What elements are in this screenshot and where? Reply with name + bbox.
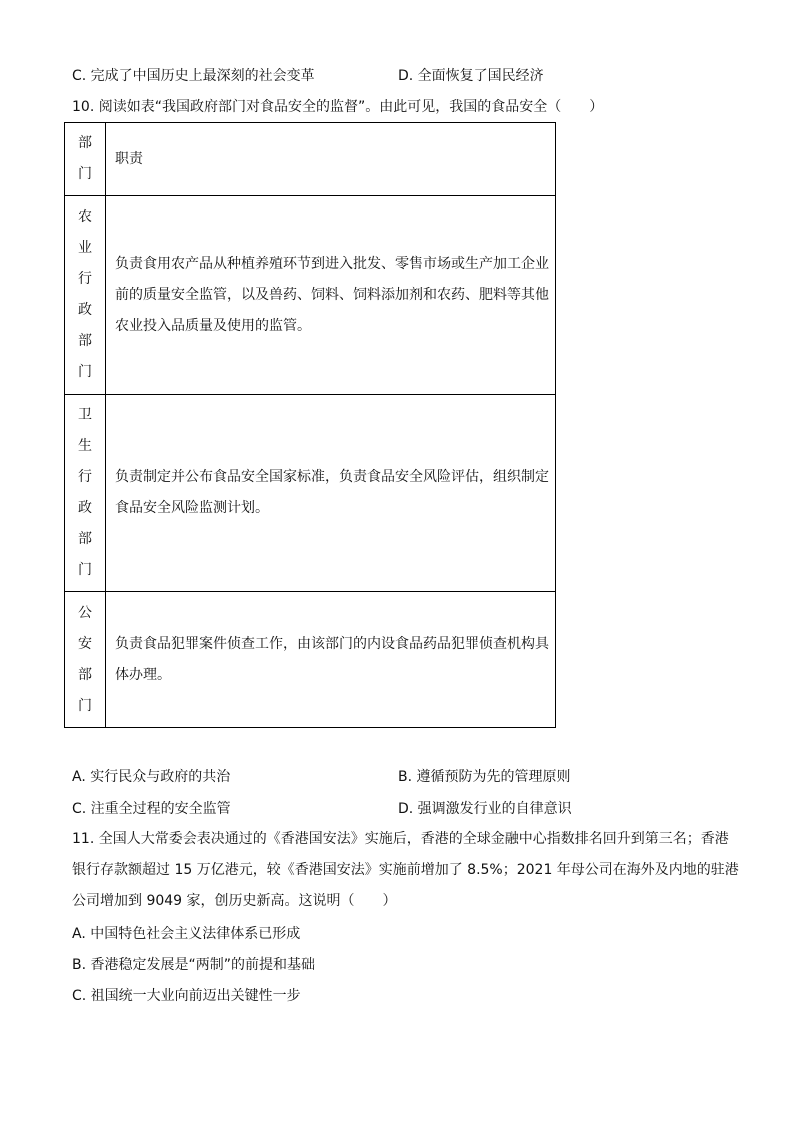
- q11-stem-line: 公司增加到 9049 家，创历史新高。这说明（ ）: [72, 893, 397, 909]
- duty-text: 负责食用农产品从种植养殖环节到进入批发、零售市场或生产加工企业前的质量安全监管，以及兽药、饲料、饲料添加剂和农药、肥料等其他农业投入品质量及使用的监管。: [115, 255, 549, 334]
- dept-char: 部: [78, 333, 92, 349]
- row-dept-cell: [65, 196, 106, 395]
- q10-option-d: D. 强调激发行业的自律意识: [398, 801, 572, 817]
- header-duty-label: 职责: [115, 150, 143, 167]
- dept-char: 生: [78, 438, 92, 454]
- header-duty-cell: [106, 123, 556, 196]
- q9-option-d: D. 全面恢复了国民经济: [398, 68, 544, 84]
- header-dept-char: 部: [78, 135, 92, 151]
- duty-text: 负责制定并公布食品安全国家标准，负责食品安全风险评估，组织制定食品安全风险监测计划。: [115, 469, 549, 516]
- table-row: [65, 196, 556, 395]
- header-dept-cell: [65, 123, 106, 196]
- row-dept-cell: [65, 592, 106, 728]
- row-dept-cell: [65, 395, 106, 592]
- table-header-row: [65, 123, 556, 196]
- dept-char: 政: [78, 500, 92, 516]
- q10-stem: 10. 阅读如表“我国政府部门对食品安全的监督”。由此可见，我国的食品安全（ ）: [72, 99, 604, 115]
- dept-char: 行: [78, 469, 92, 485]
- dept-char: 政: [78, 302, 92, 318]
- food-safety-table: [64, 122, 556, 728]
- dept-char: 部: [78, 666, 92, 683]
- q11-stem-line: 银行存款额超过 15 万亿港元，较《香港国安法》实施前增加了 8.5%；2021 年母公司在海外及内地的驻港: [72, 862, 739, 878]
- row-duty-cell: [106, 196, 556, 395]
- q10-option-b: B. 遵循预防为先的管理原则: [398, 769, 571, 785]
- table-row: [65, 395, 556, 592]
- table-row: [65, 592, 556, 728]
- dept-char: 行: [78, 271, 92, 287]
- dept-char: 门: [78, 364, 92, 380]
- q11-option-b: B. 香港稳定发展是“两制”的前提和基础: [72, 957, 316, 973]
- dept-char: 卫: [78, 407, 92, 423]
- row-duty-cell: [106, 395, 556, 592]
- q10-option-a: A. 实行民众与政府的共治: [72, 769, 231, 785]
- header-dept-char: 门: [78, 166, 92, 182]
- q11-option-a: A. 中国特色社会主义法律体系已形成: [72, 926, 301, 942]
- dept-char: 公: [78, 604, 92, 621]
- q9-option-c: C. 完成了中国历史上最深刻的社会变革: [72, 68, 315, 84]
- q10-option-c: C. 注重全过程的安全监管: [72, 801, 231, 817]
- dept-char: 部: [78, 531, 92, 547]
- dept-char: 业: [78, 240, 92, 256]
- dept-char: 安: [78, 635, 92, 652]
- row-duty-cell: [106, 592, 556, 728]
- q11-stem-line: 11. 全国人大常委会表决通过的《香港国安法》实施后，香港的全球金融中心指数排名回升到第三名；香港: [72, 831, 729, 847]
- q11-option-c: C. 祖国统一大业向前迈出关键性一步: [72, 988, 301, 1004]
- dept-char: 农: [78, 209, 92, 225]
- dept-char: 门: [78, 562, 92, 578]
- dept-char: 门: [78, 697, 92, 714]
- duty-text: 负责食品犯罪案件侦查工作，由该部门的内设食品药品犯罪侦查机构具体办理。: [115, 635, 549, 683]
